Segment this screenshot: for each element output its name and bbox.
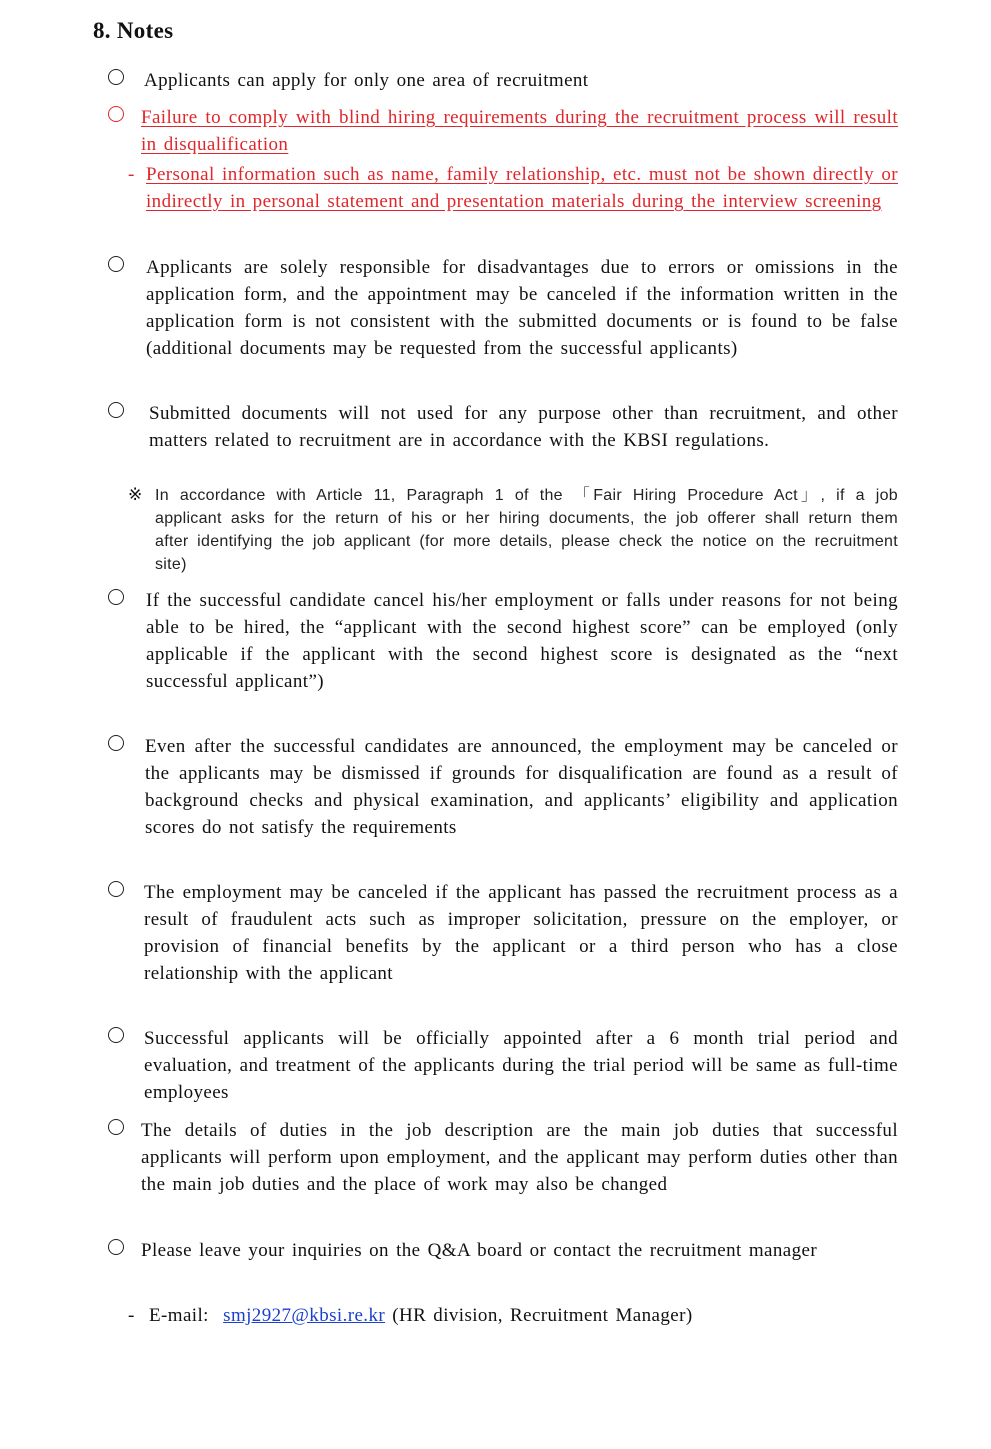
note-item-7 [108,879,898,987]
circle-bullet-icon [108,1239,124,1255]
note-item-9 [108,1117,898,1198]
circle-bullet-icon [108,735,124,751]
circle-bullet-icon [108,589,124,605]
note-item-10 [108,1237,898,1264]
dash-bullet: - [128,1305,135,1326]
email-label: E-mail: [149,1305,209,1326]
note-item-5 [108,587,898,695]
contact-suffix: (HR division, Recruitment Manager) [392,1305,693,1326]
circle-bullet-icon [108,1119,124,1135]
note-sub-item-text: Personal information such as name, family relationship, etc. must not be shown directly or indirectly in personal statement and presentation materials during the interview screening [146,164,898,212]
note-item-text: Failure to comply with blind hiring requirements during the recruitment process will result in disqualification [141,107,898,155]
contact-line [128,1302,693,1329]
note-item-text: Applicants can apply for only one area of recruitment [144,70,589,91]
note-item-text: Successful applicants will be officially appointed after a 6 month trial period and evaluation, and treatment of the applicants during the trial period will be same as full-time employees [144,1028,898,1103]
reference-mark-icon: ※ [128,485,143,505]
note-item-text: Applicants are solely responsible for disadvantages due to errors or omissions in the application form, and the appointment may be canceled if the information written in the application form is not consistent with the submitted documents or is found to be false (additional documents may be requested from the successful applicants) [146,257,898,359]
circle-bullet-icon [108,1027,124,1043]
note-item-1 [108,67,898,94]
note-item-4 [108,400,898,454]
legal-note [128,484,898,576]
dash-bullet: - [128,164,135,185]
note-item-text: The details of duties in the job description are the main job duties that successful applicants will perform upon employment, and the applicant may perform duties other than the main job duties and the place of work may also be changed [141,1120,898,1195]
circle-bullet-icon [108,881,124,897]
note-item-text: Please leave your inquiries on the Q&A board or contact the recruitment manager [141,1240,818,1261]
note-sub-item-2 [128,161,898,215]
note-item-2 [108,104,898,158]
note-item-text: If the successful candidate cancel his/her employment or falls under reasons for not being able to be hired, the “applicant with the second highest score” can be employed (only applicable if the applicant with the second highest score is designated as the “next successful applicant”) [146,590,898,692]
circle-bullet-icon [108,402,124,418]
circle-bullet-icon [108,69,124,85]
note-item-6 [108,733,898,841]
note-item-text: The employment may be canceled if the applicant has passed the recruitment process as a result of fraudulent acts such as improper solicitation, pressure on the employer, or provision of financial benefits by the applicant or a third person who has a close relationship with the applicant [144,882,898,984]
circle-bullet-icon [108,106,124,122]
email-link[interactable]: smj2927@kbsi.re.kr [223,1305,386,1326]
legal-note-text: In accordance with Article 11, Paragraph 1 of the 「Fair Hiring Procedure Act」, if a job applicant asks for the return of his or her hiring documents, the job offerer shall return them after identifying the job applicant (for more details, please check the notice on the recruitment site) [155,487,898,573]
section-heading: 8. Notes [93,18,174,43]
note-item-8 [108,1025,898,1106]
note-item-text: Even after the successful candidates are announced, the employment may be canceled or the applicants may be dismissed if grounds for disqualification are found as a result of background checks and physical examination, and applicants’ eligibility and application scores do not satisfy the requirements [145,736,898,838]
note-item-text: Submitted documents will not used for any purpose other than recruitment, and other matters related to recruitment are in accordance with the KBSI regulations. [149,403,898,451]
circle-bullet-icon [108,256,124,272]
note-item-3 [108,254,898,362]
